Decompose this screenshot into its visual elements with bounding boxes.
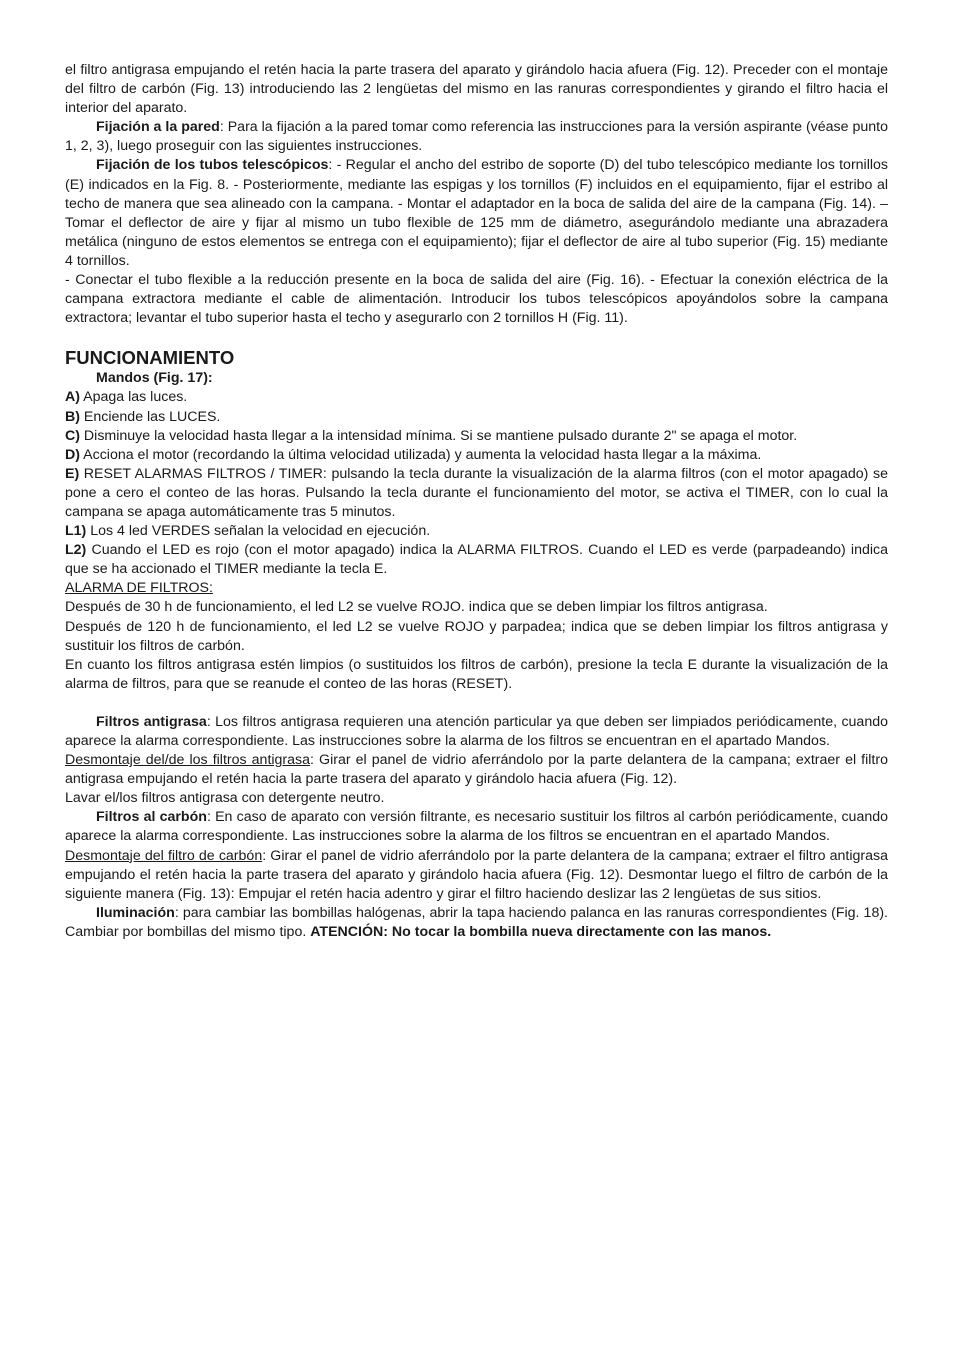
wall-fixing-text: : Para la fijación a la pared tomar como referencia las instrucciones para la versión aspirante (véase punto 1, 2, 3), luego proseguir con las siguientes instrucciones. <box>65 119 888 155</box>
control-text: RESET ALARMAS FILTROS / TIMER: pulsando la tecla durante la visualización de la alarma filtros (con el motor apagado) se pone a cero el conteo de las horas. Pulsando la tecla durante el funcionamiento del motor, se activa el TIMER, con lo cual la campana se apaga automáticamente tras 5 minutos. <box>65 465 888 520</box>
lighting-warning: ATENCIÓN: No tocar la bombilla nueva directamente con las manos. <box>310 923 772 940</box>
control-item-a <box>65 388 888 407</box>
control-item-l1 <box>65 522 888 541</box>
control-item-c <box>65 427 888 446</box>
grease-removal-text: : Girar el panel de vidrio aferrándolo por la parte delantera de la campana; extraer el filtro antigrasa empujando el retén hacia la parte trasera del aparato y girándolo hacia afuera (Fig. 12). <box>65 752 888 788</box>
carbon-removal-text: : Girar el panel de vidrio aferrándolo por la parte delantera de la campana; extraer el filtro antigrasa empujando el retén hacia la parte trasera del aparato y girándolo hacia afuera (Fig. 12). Desmontar luego el filtro de carbón de la siguiente manera (Fig. 13): Empujar el retén hacia adentro y girar el filtro haciendo deslizar las 2 lengüetas de sus sitios. <box>65 847 888 902</box>
carbon-filters-paragraph <box>65 808 888 846</box>
control-text: Los 4 led VERDES señalan la velocidad en ejecución. <box>86 523 431 540</box>
tubes-fixing-text: : - Regular el ancho del estribo de soporte (D) del tubo telescópico mediante los tornillos (E) indicados en la Fig. 8. - Posteriormente, mediante las espigas y los tornillos (F) incluidos en el equipamiento, fijar el estribo al techo de manera que sea alineado con la campana. - Montar el adaptador en la boca de salida del aire de la campana (Fig. 14). – Tomar el deflector de aire y fijar al mismo un tubo flexible de 125 mm de diámetro, asegurándolo mediante una abrazadera metálica (ninguno de estos elementos se entrega con el equipamiento); fijar el deflector de aire al tubo superior (Fig. 15) mediante 4 tornillos. <box>65 157 888 269</box>
control-key: L1) <box>65 523 87 540</box>
control-text: Cuando el LED es rojo (con el motor apagado) indica la ALARMA FILTROS. Cuando el LED es verde (parpadeando) indica que se ha accionado el TIMER mediante la tecla E. <box>65 542 888 578</box>
control-key: D) <box>65 446 80 463</box>
control-text: Disminuye la velocidad hasta llegar a la intensidad mínima. Si se mantiene pulsado durante 2" se apaga el motor. <box>79 427 798 444</box>
lighting-paragraph <box>65 904 888 942</box>
filter-alarm-line-2: Después de 120 h de funcionamiento, el led L2 se vuelve ROJO y parpadea; indica que se deben limpiar los filtros antigrasa y sustituir los filtros de carbón. <box>65 618 888 654</box>
filter-alarm-title: ALARMA DE FILTROS: <box>65 580 213 597</box>
carbon-filters-text: : En caso de aparato con versión filtrante, es necesario sustituir los filtros al carbón periódicamente, cuando aparece la alarma correspondiente. Las instrucciones sobre la alarma de los filtros se encuentran en el apartado Mandos. <box>65 809 889 845</box>
filter-alarm-title-line <box>65 579 888 598</box>
control-key: A) <box>65 389 80 406</box>
control-item-d <box>65 446 888 465</box>
grease-filters-paragraph <box>65 713 888 751</box>
grease-removal-title: Desmontaje del/de los filtros antigrasa <box>65 752 311 769</box>
section-heading-funcionamiento: FUNCIONAMIENTO <box>65 347 235 369</box>
grease-filters-text: : Los filtros antigrasa requieren una atención particular ya que deben ser limpiados periódicamente, cuando aparece la alarma correspondiente. Las instrucciones sobre la alarma de los filtros se encuentran en el apartado Mandos. <box>65 713 888 749</box>
control-text: Enciende las LUCES. <box>79 408 221 425</box>
control-key: L2) <box>65 542 87 559</box>
grease-wash-line: Lavar el/los filtros antigrasa con detergente neutro. <box>65 790 385 807</box>
control-item-b <box>65 408 888 427</box>
control-key: B) <box>65 408 80 425</box>
tubes-fixing-paragraph-2: - Conectar el tubo flexible a la reducción presente en la boca de salida del aire (Fig. 16). - Efectuar la conexión eléctrica de la campana extractora mediante el cable de alimentación. Introducir los tubos telescópicos apoyándolos sobre la campana extractora; levantar el tubo superior hasta el techo y asegurarlo con 2 tornillos H (Fig. 11). <box>65 272 888 327</box>
mandos-title: Mandos (Fig. 17): <box>96 370 213 387</box>
control-key: C) <box>65 427 80 444</box>
lighting-text: : para cambiar las bombillas halógenas, abrir la tapa haciendo palanca en las ranuras correspondientes (Fig. 18). Cambiar por bombillas del mismo tipo. <box>65 904 888 940</box>
lighting-title: Iluminación <box>96 904 175 921</box>
carbon-filters-title: Filtros al carbón <box>96 809 207 826</box>
filter-alarm-line-3: En cuanto los filtros antigrasa estén limpios (o sustituidos los filtros de carbón), presione la tecla E durante la visualización de la alarma de filtros, para que se reanude el conteo de las horas (RESET). <box>65 656 888 692</box>
control-text: Apaga las luces. <box>79 389 188 406</box>
paragraph-spacer <box>65 694 888 713</box>
wall-fixing-paragraph <box>65 118 888 156</box>
grease-filters-title: Filtros antigrasa <box>96 713 207 730</box>
wall-fixing-title: Fijación a la pared <box>96 119 220 136</box>
control-item-e <box>65 465 888 522</box>
mandos-title-line <box>65 369 888 388</box>
carbon-removal-title: Desmontaje del filtro de carbón <box>65 847 263 864</box>
control-key: E) <box>65 465 80 482</box>
control-item-l2 <box>65 541 888 579</box>
carbon-removal-paragraph <box>65 847 888 904</box>
control-text: Acciona el motor (recordando la última velocidad utilizada) y aumenta la velocidad hasta llegar a la máxima. <box>79 446 762 463</box>
filter-alarm-line-1: Después de 30 h de funcionamiento, el led L2 se vuelve ROJO. indica que se deben limpiar los filtros antigrasa. <box>65 599 768 616</box>
tubes-fixing-title: Fijación de los tubos telescópicos <box>96 157 329 174</box>
intro-paragraph: el filtro antigrasa empujando el retén hacia la parte trasera del aparato y girándolo hacia afuera (Fig. 12). Preceder con el montaje del filtro de carbón (Fig. 13) introduciendo las 2 lengüetas del mismo en las ranuras correspondientes y girando el filtro hacia el interior del aparato. <box>65 62 888 117</box>
grease-removal-paragraph <box>65 751 888 789</box>
tubes-fixing-paragraph <box>65 156 888 271</box>
document-page <box>65 61 888 942</box>
